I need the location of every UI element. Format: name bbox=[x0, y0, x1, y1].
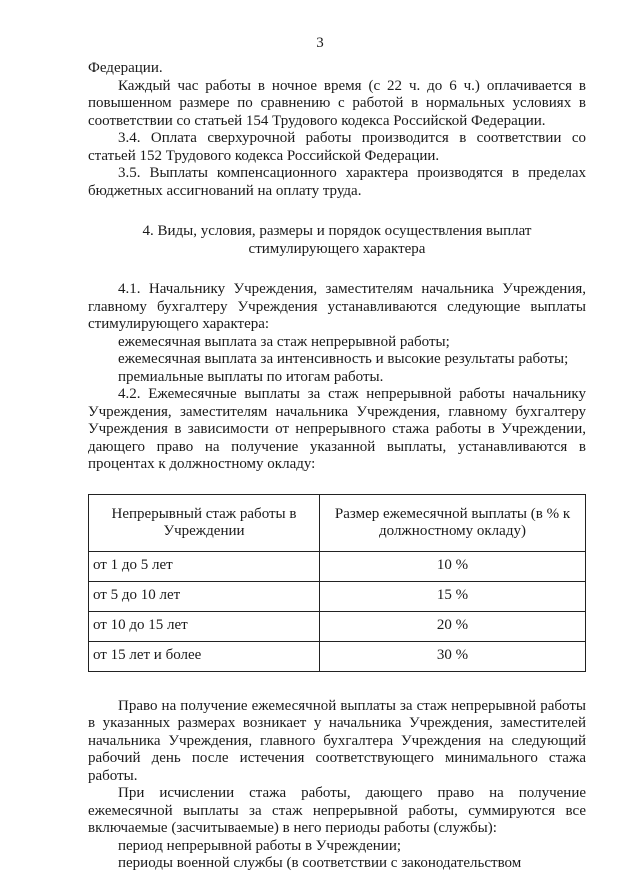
table-row bbox=[89, 641, 586, 671]
paragraph: Федерации. bbox=[88, 60, 163, 76]
table-header-cell: Размер ежемесячной выплаты (в % к должностному окладу) bbox=[320, 494, 586, 551]
table-cell: от 10 до 15 лет bbox=[89, 611, 320, 641]
list-item: периоды военной службы (в соответствии с законодательством bbox=[118, 855, 522, 871]
paragraph: При исчислении стажа работы, дающего право на получение ежемесячной выплаты за стаж непрерывной работы, суммируются все включаемые (засчитываемые) в него периоды работы (службы): bbox=[88, 785, 586, 836]
list-item: премиальные выплаты по итогам работы. bbox=[118, 368, 384, 385]
paragraph: Право на получение ежемесячной выплаты за стаж непрерывной работы в указанных размерах возникает у начальника Учреждения, заместителей начальника Учреждения, главного бухгалтера Учреждения на следующий рабочий день после истечения соответствующего минимального стажа работы. bbox=[88, 697, 586, 784]
paragraph-4-1: 4.1. Начальнику Учреждения, заместителям начальника Учреждения, главному бухгалтеру Учреждения устанавливаются следующие выплаты стимулирующего характера: bbox=[88, 281, 586, 332]
table-row bbox=[89, 551, 586, 581]
paragraph: Каждый час работы в ночное время (с 22 ч. до 6 ч.) оплачивается в повышенном размере по сравнению с работой в нормальных условиях в соответствии со статьей 154 Трудового кодекса Российской Федерации. bbox=[88, 77, 586, 129]
paragraph-3-4: 3.4. Оплата сверхурочной работы производится в соответствии со статьей 152 Трудового кодекса Российской Федерации. bbox=[88, 130, 586, 164]
table-header-cell: Непрерывный стаж работы в Учреждении bbox=[89, 494, 320, 551]
table-row bbox=[89, 611, 586, 641]
table-cell: от 5 до 10 лет bbox=[89, 581, 320, 611]
paragraph-3-5: 3.5. Выплаты компенсационного характера производятся в пределах бюджетных ассигнований на оплату труда. bbox=[88, 165, 586, 199]
table-cell: 15 % bbox=[320, 581, 586, 611]
paragraph-4-2: 4.2. Ежемесячные выплаты за стаж непрерывной работы начальнику Учреждения, заместителям начальника Учреждения, главному бухгалтеру Учреждения в зависимости от непрерывного стажа работы в Учреждении, дающего право на получение указанной выплаты, устанавливаются в процентах к должностному окладу: bbox=[88, 386, 586, 472]
section-heading-line: стимулирующего характера bbox=[248, 240, 426, 257]
table-row bbox=[89, 581, 586, 611]
list-item: период непрерывной работы в Учреждении; bbox=[118, 837, 402, 854]
list-item: ежемесячная выплата за стаж непрерывной работы; bbox=[118, 333, 450, 350]
seniority-table bbox=[88, 494, 586, 672]
page-number: 3 bbox=[316, 35, 324, 51]
table-header-row bbox=[89, 494, 586, 551]
list-item: ежемесячная выплата за интенсивность и высокие результаты работы; bbox=[118, 351, 569, 367]
table-cell: от 1 до 5 лет bbox=[89, 551, 320, 581]
section-heading-line: 4. Виды, условия, размеры и порядок осуществления выплат bbox=[142, 223, 532, 239]
table-cell: 30 % bbox=[320, 641, 586, 671]
table-cell: 10 % bbox=[320, 551, 586, 581]
document-body bbox=[88, 60, 586, 873]
table-cell: от 15 лет и более bbox=[89, 641, 320, 671]
section-heading bbox=[88, 223, 586, 258]
table-cell: 20 % bbox=[320, 611, 586, 641]
